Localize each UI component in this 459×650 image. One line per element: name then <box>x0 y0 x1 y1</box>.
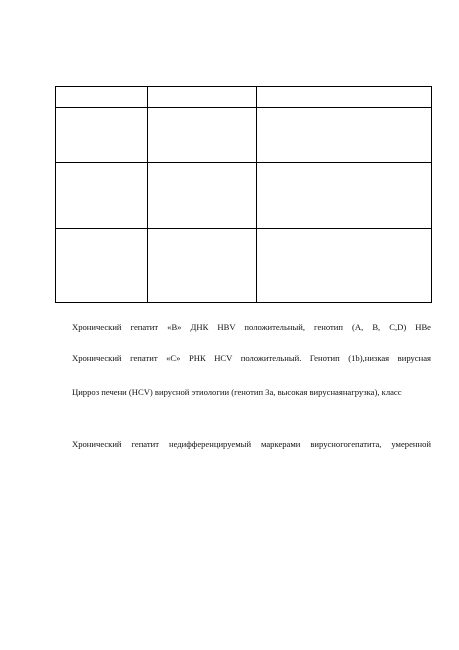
table-cell <box>148 229 257 303</box>
table-cell <box>257 229 432 303</box>
table-row <box>56 163 432 229</box>
list-item <box>62 387 431 398</box>
table-cell <box>257 163 432 229</box>
table-cell <box>148 87 257 108</box>
table-row <box>56 87 432 108</box>
table-cell <box>148 108 257 163</box>
table-cell <box>257 87 432 108</box>
list-item-text: Хронический гепатит «В» ДНК HBV положительный, генотип (A, B, C,D) HBe <box>72 322 431 332</box>
list-item <box>62 439 431 450</box>
list-item-text: Цирроз печени (HCV) вирусной этиологии (генотип 3а, высокая вируснаянагрузка), класс <box>72 387 402 397</box>
list-item <box>62 322 431 333</box>
list-item <box>62 353 431 364</box>
table-cell <box>56 108 148 163</box>
table-cell <box>56 87 148 108</box>
list-item-text: Хронический гепатит недифференцируемый маркерами вирусногогепатита, умеренной <box>72 439 431 449</box>
table-cell <box>56 229 148 303</box>
table-row <box>56 229 432 303</box>
empty-table <box>55 86 432 303</box>
list-item-text: Хронический гепатит «С» РНК HCV положительный. Генотип (1b),низкая вирусная <box>72 353 431 363</box>
table-row <box>56 108 432 163</box>
table-cell <box>257 108 432 163</box>
table-cell <box>148 163 257 229</box>
table-cell <box>56 163 148 229</box>
